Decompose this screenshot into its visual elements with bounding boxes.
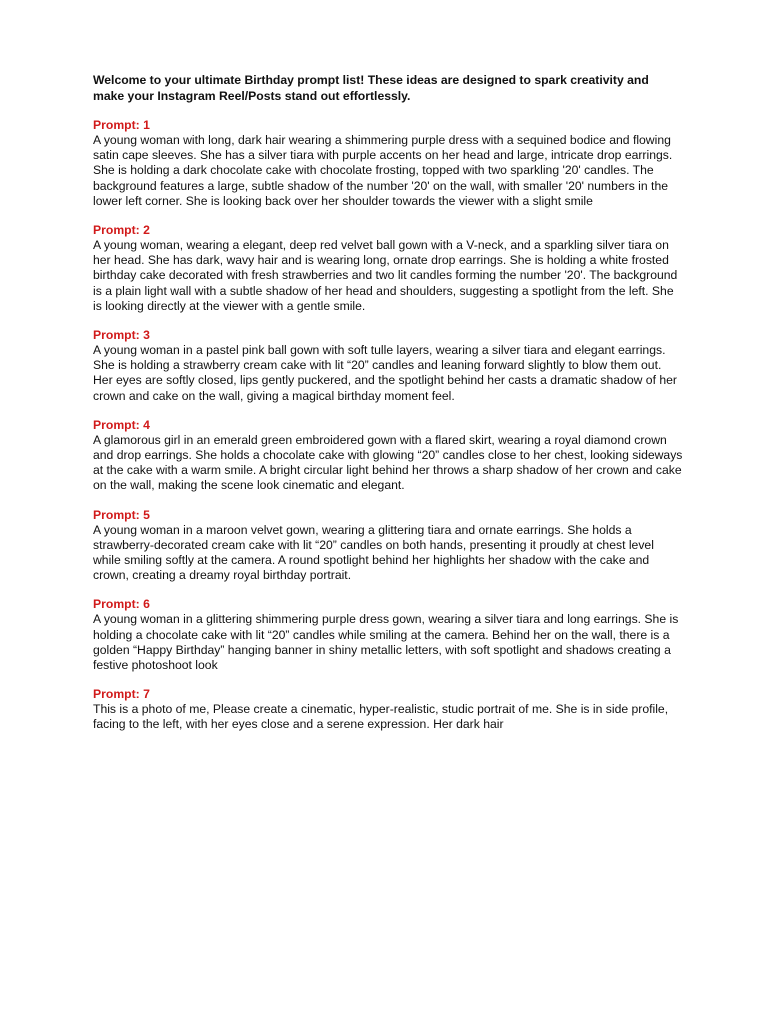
prompt-label: Prompt: 4 (93, 417, 150, 432)
prompt-block-3 (93, 328, 683, 404)
prompt-label: Prompt: 6 (93, 597, 150, 612)
prompt-block-1 (93, 118, 683, 209)
prompt-text: This is a photo of me, Please create a cinematic, hyper-realistic, studic portrait of me. She is in side profile, facing to the left, with her eyes close and a serene expression. Her dark hair (93, 702, 669, 732)
prompt-label: Prompt: 3 (93, 328, 150, 343)
prompt-label: Prompt: 1 (93, 118, 150, 132)
prompt-block-7 (93, 687, 683, 732)
prompt-text: A glamorous girl in an emerald green embroidered gown with a flared skirt, wearing a royal diamond crown and drop earrings. She holds a chocolate cake with glowing “20” candles close to her chest, looking sideways at the cake with a warm smile. A bright circular light behind her throws a sharp shadow of her crown and cake on the wall, making the scene look cinematic and elegant. (93, 432, 683, 493)
prompt-block-5 (93, 508, 683, 584)
prompt-text: A young woman in a pastel pink ball gown with soft tulle layers, wearing a silver tiara and elegant earrings. She is holding a strawberry cream cake with lit “20” candles and leaning forward slightly to blow them out. Her eyes are softly closed, lips gently puckered, and the spotlight behind her casts a dramatic shadow of her crown and cake on the wall, giving a magical birthday moment feel. (93, 343, 677, 403)
prompt-block-6 (93, 597, 683, 673)
prompt-text: A young woman, wearing a elegant, deep red velvet ball gown with a V-neck, and a sparkling silver tiara on her head. She has dark, wavy hair and is wearing long, ornate drop earrings. She is holding a white frosted birthday cake decorated with fresh strawberries and two lit candles forming the number '20'. The background is a plain light wall with a subtle shadow of her head and shoulders, suggesting a spotlight from the left. She is looking directly at the viewer with a gentle smile. (93, 238, 678, 313)
prompt-label: Prompt: 2 (93, 223, 150, 238)
prompt-block-2 (93, 223, 683, 314)
prompt-text: A young woman in a glittering shimmering purple dress gown, wearing a silver tiara and long earrings. She is holding a chocolate cake with lit “20” candles while smiling at the camera. Behind her on the wall, there is a golden “Happy Birthday” hanging banner in shiny metallic letters, with soft spotlight and shadows creating a festive photoshoot look (93, 612, 679, 673)
prompt-label: Prompt: 7 (93, 687, 150, 702)
prompt-block-4 (93, 418, 683, 494)
prompt-text: A young woman in a maroon velvet gown, wearing a glittering tiara and ornate earrings. She holds a strawberry-decorated cream cake with lit “20” candles on both hands, presenting it proudly at chest level while smiling softly at the camera. A round spotlight behind her highlights her shadow with the cake and crown, creating a dreamy royal birthday portrait. (93, 522, 654, 583)
intro-text: Welcome to your ultimate Birthday prompt list! These ideas are designed to spark creativity and make your Instagram Reel/Posts stand out effortlessly. (93, 73, 649, 103)
prompt-label: Prompt: 5 (93, 507, 150, 522)
document-page (93, 72, 683, 747)
prompt-text: A young woman with long, dark hair wearing a shimmering purple dress with a sequined bodice and flowing satin cape sleeves. She has a silver tiara with purple accents on her head and large, intricate drop earrings. She is holding a dark chocolate cake with chocolate frosting, topped with two sparkling '20' candles. The background features a large, subtle shadow of the number '20' on the wall, with smaller '20' numbers in the lower left corner. She is looking back over her shoulder towards the viewer with a slight smile (93, 133, 673, 208)
